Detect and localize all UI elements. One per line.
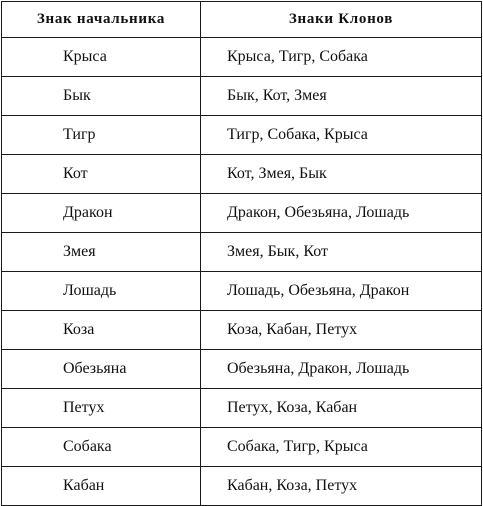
clone-signs-cell: Дракон, Обезьяна, Лошадь bbox=[201, 194, 482, 233]
clone-signs-cell: Собака, Тигр, Крыса bbox=[201, 428, 482, 467]
boss-sign-cell: Бык bbox=[2, 77, 201, 116]
table-row bbox=[2, 350, 482, 389]
boss-sign-cell: Коза bbox=[2, 311, 201, 350]
boss-sign-cell: Дракон bbox=[2, 194, 201, 233]
clone-signs-cell: Тигр, Собака, Крыса bbox=[201, 116, 482, 155]
table-row bbox=[2, 311, 482, 350]
header-boss-sign: Знак начальника bbox=[2, 2, 201, 38]
boss-sign-cell: Собака bbox=[2, 428, 201, 467]
table-row bbox=[2, 116, 482, 155]
boss-sign-cell: Крыса bbox=[2, 38, 201, 77]
clone-signs-cell: Коза, Кабан, Петух bbox=[201, 311, 482, 350]
boss-sign-cell: Кабан bbox=[2, 467, 201, 506]
table-row bbox=[2, 155, 482, 194]
boss-sign-cell: Тигр bbox=[2, 116, 201, 155]
boss-sign-cell: Петух bbox=[2, 389, 201, 428]
boss-sign-cell: Лошадь bbox=[2, 272, 201, 311]
table-header-row bbox=[2, 2, 482, 38]
table-row bbox=[2, 38, 482, 77]
header-clone-signs: Знаки Клонов bbox=[201, 2, 482, 38]
table-row bbox=[2, 194, 482, 233]
clone-signs-cell: Змея, Бык, Кот bbox=[201, 233, 482, 272]
boss-sign-cell: Обезьяна bbox=[2, 350, 201, 389]
table-row bbox=[2, 428, 482, 467]
clone-signs-cell: Лошадь, Обезьяна, Дракон bbox=[201, 272, 482, 311]
table-row bbox=[2, 467, 482, 506]
clone-signs-cell: Крыса, Тигр, Собака bbox=[201, 38, 482, 77]
table-row bbox=[2, 389, 482, 428]
zodiac-clone-table bbox=[1, 1, 482, 506]
table-row bbox=[2, 233, 482, 272]
boss-sign-cell: Змея bbox=[2, 233, 201, 272]
clone-signs-cell: Обезьяна, Дракон, Лошадь bbox=[201, 350, 482, 389]
clone-signs-cell: Кабан, Коза, Петух bbox=[201, 467, 482, 506]
clone-signs-cell: Петух, Коза, Кабан bbox=[201, 389, 482, 428]
clone-signs-cell: Бык, Кот, Змея bbox=[201, 77, 482, 116]
table-row bbox=[2, 77, 482, 116]
table-row bbox=[2, 272, 482, 311]
boss-sign-cell: Кот bbox=[2, 155, 201, 194]
clone-signs-cell: Кот, Змея, Бык bbox=[201, 155, 482, 194]
